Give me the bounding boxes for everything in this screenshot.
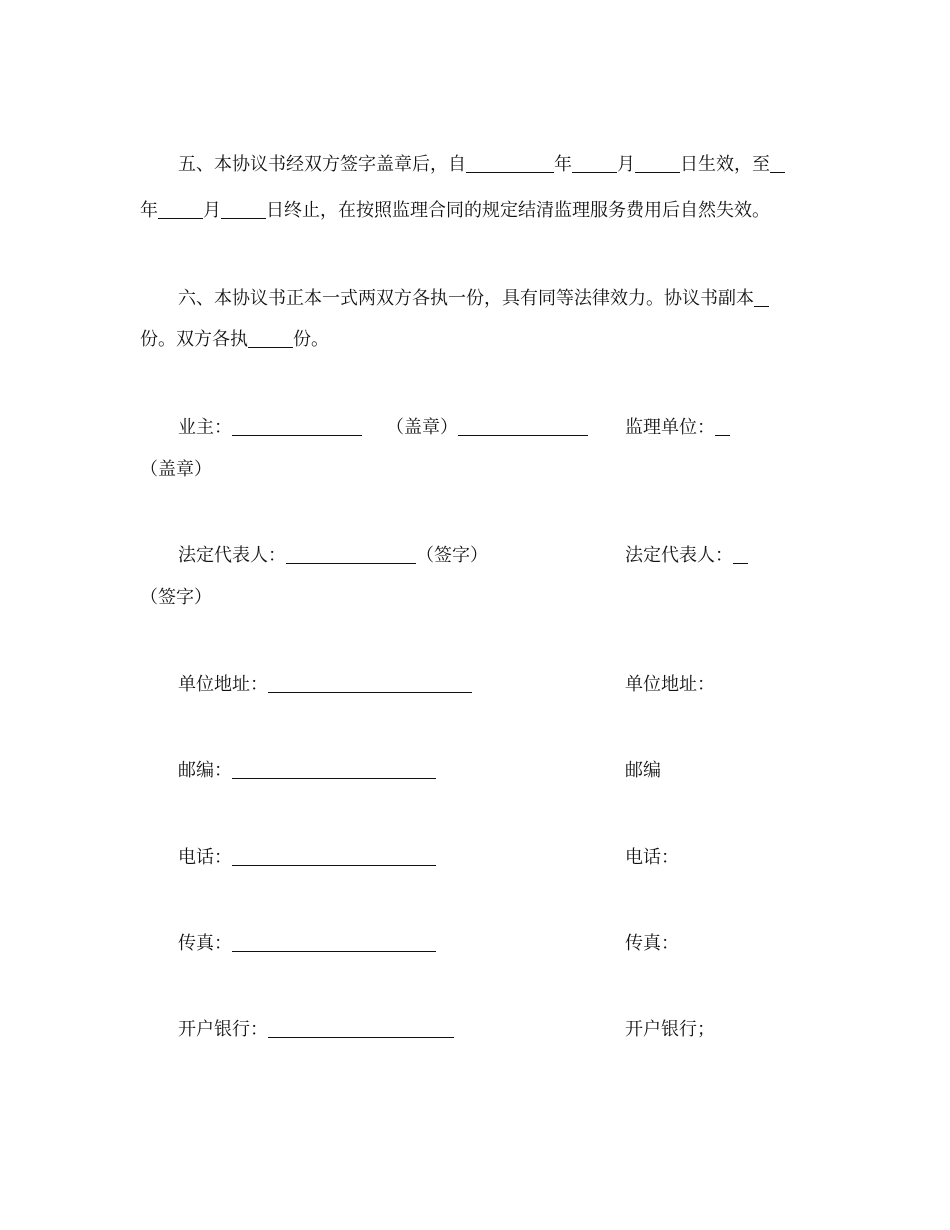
clause5-prefix: 五、本协议书经双方签字盖章后，自 <box>178 154 466 175</box>
legal-rep-label-right: 法定代表人： <box>625 545 733 566</box>
phone-label: 电话： <box>178 847 232 868</box>
sign-label-2: （签字） <box>140 587 212 608</box>
phone-right <box>625 847 679 869</box>
clause5-suffix: 日终止，在按照监理合同的规定结清监理服务费用后自然失效。 <box>266 200 770 221</box>
clause6-line1 <box>178 288 769 310</box>
owner-blank[interactable] <box>232 417 362 436</box>
supervisor-row <box>625 417 730 439</box>
fax-right <box>625 933 679 955</box>
legal-rep-row <box>178 545 488 567</box>
clause6-prefix: 份。双方各执 <box>140 329 248 350</box>
postcode-row <box>178 760 436 782</box>
postcode-blank[interactable] <box>232 760 436 779</box>
address-label: 单位地址： <box>178 674 268 695</box>
bank-label: 开户银行： <box>178 1019 268 1040</box>
address-label-right: 单位地址： <box>625 674 715 695</box>
fax-row <box>178 933 436 955</box>
postcode-right <box>625 760 661 782</box>
owner-row <box>178 417 588 439</box>
bank-right <box>625 1019 715 1041</box>
address-blank[interactable] <box>268 674 472 693</box>
bank-row <box>178 1019 454 1041</box>
clause6-text: 六、本协议书正本一式两双方各执一份，具有同等法律效力。协议书副本 <box>178 288 754 309</box>
phone-row <box>178 847 436 869</box>
effective-text: 日生效，至 <box>680 154 770 175</box>
seal-label-2: （盖章） <box>140 459 212 480</box>
end-day-blank[interactable] <box>221 200 266 219</box>
postcode-label-right: 邮编 <box>625 760 661 781</box>
each-copies-blank[interactable] <box>248 329 293 348</box>
bank-label-right: 开户银行； <box>625 1019 715 1040</box>
month-blank[interactable] <box>572 154 617 173</box>
fax-label-right: 传真： <box>625 933 679 954</box>
address-right <box>625 674 715 696</box>
clause5-line1 <box>178 154 785 176</box>
fax-blank[interactable] <box>232 933 436 952</box>
year-blank[interactable] <box>466 154 554 173</box>
clause6-suffix: 份。 <box>293 329 329 350</box>
seal-label: （盖章） <box>386 417 458 438</box>
clause6-line2 <box>140 329 329 351</box>
phone-label-right: 电话： <box>625 847 679 868</box>
seal-row-2 <box>140 459 212 481</box>
supervisor-blank[interactable] <box>715 417 730 436</box>
fax-label: 传真： <box>178 933 232 954</box>
sign-label: （签字） <box>416 545 488 566</box>
bank-blank[interactable] <box>268 1019 454 1038</box>
sign-row-2 <box>140 587 212 609</box>
phone-blank[interactable] <box>232 847 436 866</box>
supervisor-label: 监理单位： <box>625 417 715 438</box>
month-char: 月 <box>617 154 635 175</box>
end-year-blank-start[interactable] <box>770 154 785 173</box>
end-month-char: 月 <box>203 200 221 221</box>
legal-rep-right-blank[interactable] <box>733 545 748 564</box>
end-month-blank[interactable] <box>158 200 203 219</box>
year-char: 年 <box>554 154 572 175</box>
legal-rep-blank[interactable] <box>286 545 416 564</box>
clause5-line2 <box>140 200 770 222</box>
seal-blank[interactable] <box>458 417 588 436</box>
copies-blank[interactable] <box>754 288 769 307</box>
day-blank[interactable] <box>635 154 680 173</box>
address-row <box>178 674 472 696</box>
end-year-char: 年 <box>140 200 158 221</box>
legal-rep-label: 法定代表人： <box>178 545 286 566</box>
postcode-label: 邮编： <box>178 760 232 781</box>
legal-rep-right-row <box>625 545 748 567</box>
owner-label: 业主： <box>178 417 232 438</box>
